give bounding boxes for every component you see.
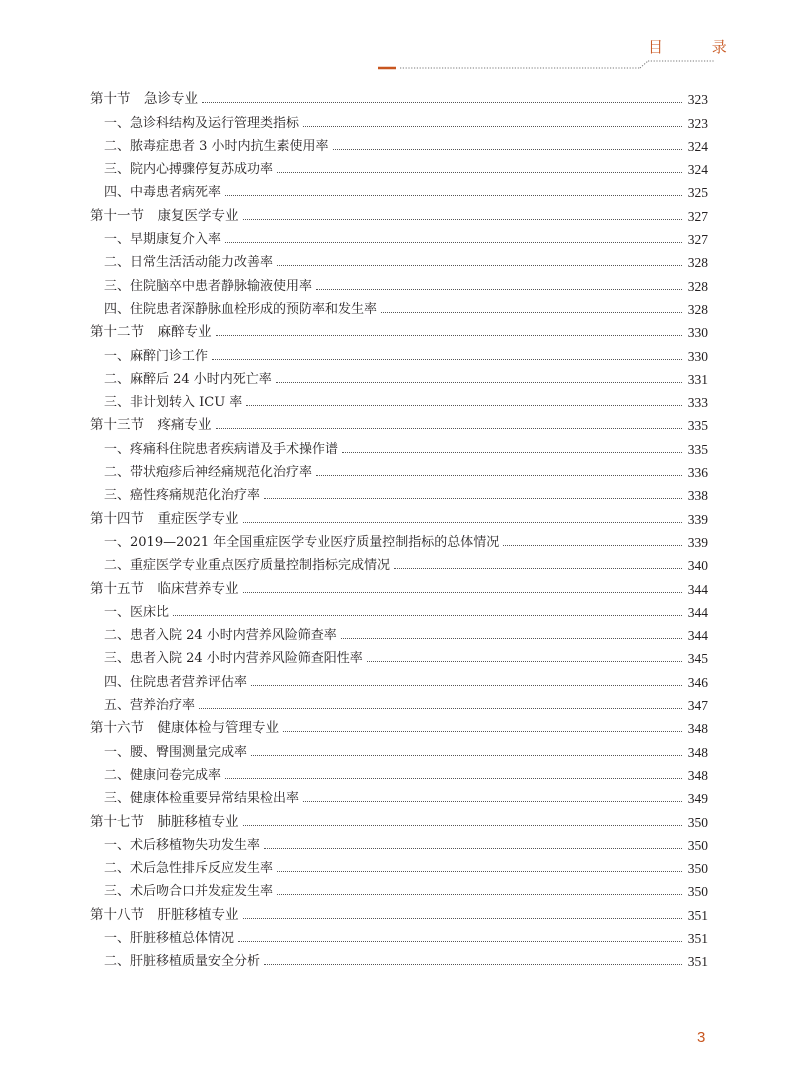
- toc-dot-leader: [216, 427, 682, 429]
- toc-entry-label: 四、中毒患者病死率: [104, 185, 222, 201]
- toc-page-number: 323: [687, 92, 708, 108]
- toc-item-row[interactable]: [90, 550, 708, 573]
- toc-section-row[interactable]: [90, 713, 708, 736]
- toc-entry-label: 第十六节 健康体检与管理专业: [90, 720, 279, 737]
- toc-item-row[interactable]: [90, 480, 708, 503]
- toc-section-row[interactable]: [90, 806, 708, 829]
- toc-entry-label: 第十一节 康复医学专业: [90, 207, 239, 224]
- header-rule: [378, 60, 714, 72]
- toc-dot-leader: [277, 264, 682, 266]
- toc-dot-leader: [173, 614, 682, 616]
- toc-page-number: 340: [687, 558, 708, 574]
- toc-dot-leader: [303, 800, 682, 802]
- toc-section-row[interactable]: [90, 503, 708, 526]
- toc-dot-leader: [225, 241, 682, 243]
- toc-page-number: 349: [687, 791, 708, 807]
- toc-page-number: 336: [687, 465, 708, 481]
- toc-page-number: 335: [687, 418, 708, 434]
- toc-page-number: 348: [687, 767, 708, 783]
- page-number: 3: [697, 1029, 706, 1046]
- toc-dot-leader: [212, 358, 682, 360]
- toc-item-row[interactable]: [90, 364, 708, 387]
- toc-dot-leader: [283, 730, 682, 732]
- toc-dot-leader: [277, 870, 682, 872]
- toc-entry-label: 二、健康问卷完成率: [104, 767, 222, 783]
- toc-entry-label: 一、腰、臀围测量完成率: [104, 744, 248, 760]
- toc-entry-label: 二、肝脏移植质量安全分析: [104, 954, 261, 970]
- toc-entry-label: 三、住院脑卒中患者静脉输液使用率: [104, 278, 313, 294]
- toc-dot-leader: [333, 148, 682, 150]
- toc-page-number: 351: [687, 907, 708, 923]
- toc-item-row[interactable]: [90, 107, 708, 130]
- toc-entry-label: 第十三节 疼痛专业: [90, 417, 212, 434]
- toc-page-number: 330: [687, 348, 708, 364]
- toc-dot-leader: [199, 707, 682, 709]
- toc-entry-label: 二、术后急性排斥反应发生率: [104, 861, 274, 877]
- toc-item-row[interactable]: [90, 177, 708, 200]
- toc-dot-leader: [243, 824, 682, 826]
- toc-entry-label: 二、重症医学专业重点医疗质量控制指标完成情况: [104, 558, 391, 574]
- toc-dot-leader: [225, 194, 682, 196]
- toc-page-number: 327: [687, 208, 708, 224]
- toc-item-row[interactable]: [90, 830, 708, 853]
- toc-entry-label: 三、癌性疼痛规范化治疗率: [104, 488, 261, 504]
- toc-dot-leader: [251, 754, 682, 756]
- toc-page-number: 327: [687, 232, 708, 248]
- toc-dot-leader: [216, 334, 682, 336]
- toc-item-row[interactable]: [90, 247, 708, 270]
- toc-page-number: 350: [687, 884, 708, 900]
- toc-item-row[interactable]: [90, 690, 708, 713]
- toc-item-row[interactable]: [90, 923, 708, 946]
- toc-item-row[interactable]: [90, 853, 708, 876]
- toc-item-row[interactable]: [90, 643, 708, 666]
- toc-entry-label: 第十五节 临床营养专业: [90, 580, 239, 597]
- toc-page-number: 344: [687, 581, 708, 597]
- toc-dot-leader: [277, 893, 682, 895]
- toc-dot-leader: [316, 288, 682, 290]
- toc-dot-leader: [264, 847, 682, 849]
- toc-section-row[interactable]: [90, 200, 708, 223]
- toc-entry-label: 二、患者入院 24 小时内营养风险筛查率: [104, 628, 337, 644]
- toc-dot-leader: [246, 404, 681, 406]
- toc-entry-label: 二、麻醉后 24 小时内死亡率: [104, 371, 272, 387]
- toc-page-number: 328: [687, 301, 708, 317]
- toc-page-number: 350: [687, 814, 708, 830]
- toc-item-row[interactable]: [90, 340, 708, 363]
- toc-entry-label: 三、非计划转入 ICU 率: [104, 395, 243, 411]
- toc-page-number: 348: [687, 744, 708, 760]
- table-of-contents: [90, 84, 708, 969]
- toc-item-row[interactable]: [90, 760, 708, 783]
- toc-page-number: 339: [687, 511, 708, 527]
- toc-item-row[interactable]: [90, 620, 708, 643]
- toc-entry-label: 一、肝脏移植总体情况: [104, 930, 235, 946]
- header-dotted-slope: [640, 61, 648, 68]
- toc-entry-label: 四、住院患者营养评估率: [104, 674, 248, 690]
- toc-dot-leader: [238, 940, 682, 942]
- toc-item-row[interactable]: [90, 224, 708, 247]
- toc-page-number: 330: [687, 325, 708, 341]
- toc-dot-leader: [264, 497, 682, 499]
- toc-entry-label: 三、健康体检重要异常结果检出率: [104, 791, 300, 807]
- toc-dot-leader: [243, 591, 682, 593]
- toc-section-row[interactable]: [90, 317, 708, 340]
- toc-entry-label: 三、患者入院 24 小时内营养风险筛查阳性率: [104, 651, 363, 667]
- toc-item-row[interactable]: [90, 154, 708, 177]
- toc-dot-leader: [264, 963, 682, 965]
- toc-entry-label: 二、带状疱疹后神经痛规范化治疗率: [104, 465, 313, 481]
- toc-entry-label: 三、院内心搏骤停复苏成功率: [104, 162, 274, 178]
- toc-page-number: 328: [687, 278, 708, 294]
- toc-dot-leader: [341, 637, 682, 639]
- toc-entry-label: 四、住院患者深静脉血栓形成的预防率和发生率: [104, 301, 378, 317]
- toc-page-number: 344: [687, 628, 708, 644]
- toc-item-row[interactable]: [90, 783, 708, 806]
- toc-page-number: 346: [687, 674, 708, 690]
- toc-page-number: 339: [687, 534, 708, 550]
- toc-item-row[interactable]: [90, 270, 708, 293]
- toc-dot-leader: [243, 917, 682, 919]
- toc-page-number: 350: [687, 861, 708, 877]
- toc-dot-leader: [243, 521, 682, 523]
- toc-entry-label: 二、日常生活活动能力改善率: [104, 255, 274, 271]
- toc-item-row[interactable]: [90, 527, 708, 550]
- page-header-title: 目 录: [648, 38, 749, 56]
- toc-page-number: 328: [687, 255, 708, 271]
- toc-section-row[interactable]: [90, 84, 708, 107]
- toc-entry-label: 一、麻醉门诊工作: [104, 348, 209, 364]
- toc-page-number: 325: [687, 185, 708, 201]
- toc-page-number: 331: [687, 371, 708, 387]
- toc-item-row[interactable]: [90, 387, 708, 410]
- toc-entry-label: 第十四节 重症医学专业: [90, 510, 239, 527]
- toc-dot-leader: [243, 218, 682, 220]
- toc-dot-leader: [367, 660, 682, 662]
- toc-item-row[interactable]: [90, 876, 708, 899]
- toc-page-number: 348: [687, 721, 708, 737]
- toc-section-row[interactable]: [90, 899, 708, 922]
- toc-dot-leader: [277, 171, 682, 173]
- toc-entry-label: 三、术后吻合口并发症发生率: [104, 884, 274, 900]
- toc-item-row[interactable]: [90, 946, 708, 969]
- toc-page-number: 345: [687, 651, 708, 667]
- toc-item-row[interactable]: [90, 736, 708, 759]
- toc-page-number: 335: [687, 441, 708, 457]
- toc-item-row[interactable]: [90, 457, 708, 480]
- toc-page-number: 324: [687, 162, 708, 178]
- toc-entry-label: 一、早期康复介入率: [104, 232, 222, 248]
- toc-dot-leader: [303, 125, 682, 127]
- toc-entry-label: 第十二节 麻醉专业: [90, 324, 212, 341]
- toc-dot-leader: [276, 381, 682, 383]
- toc-dot-leader: [225, 777, 682, 779]
- toc-item-row[interactable]: [90, 294, 708, 317]
- toc-dot-leader: [503, 544, 681, 546]
- toc-item-row[interactable]: [90, 131, 708, 154]
- toc-dot-leader: [381, 311, 682, 313]
- toc-dot-leader: [394, 567, 682, 569]
- toc-section-row[interactable]: [90, 410, 708, 433]
- toc-page-number: 333: [687, 395, 708, 411]
- toc-entry-label: 第十七节 肺脏移植专业: [90, 813, 239, 830]
- toc-page-number: 324: [687, 138, 708, 154]
- toc-page-number: 338: [687, 488, 708, 504]
- toc-dot-leader: [251, 684, 682, 686]
- toc-entry-label: 第十八节 肝脏移植专业: [90, 906, 239, 923]
- toc-item-row[interactable]: [90, 433, 708, 456]
- toc-entry-label: 一、医床比: [104, 604, 170, 620]
- toc-page-number: 344: [687, 604, 708, 620]
- toc-dot-leader: [316, 474, 682, 476]
- toc-item-row[interactable]: [90, 666, 708, 689]
- toc-dot-leader: [202, 101, 682, 103]
- toc-page-number: 351: [687, 930, 708, 946]
- toc-entry-label: 一、2019—2021 年全国重症医学专业医疗质量控制指标的总体情况: [104, 534, 500, 550]
- toc-entry-label: 一、疼痛科住院患者疾病谱及手术操作谱: [104, 441, 339, 457]
- toc-page-number: 350: [687, 837, 708, 853]
- toc-item-row[interactable]: [90, 597, 708, 620]
- toc-entry-label: 五、营养治疗率: [104, 698, 196, 714]
- toc-page-number: 347: [687, 698, 708, 714]
- toc-entry-label: 二、脓毒症患者 3 小时内抗生素使用率: [104, 138, 329, 154]
- toc-page-number: 351: [687, 954, 708, 970]
- toc-dot-leader: [342, 451, 682, 453]
- toc-entry-label: 一、急诊科结构及运行管理类指标: [104, 115, 300, 131]
- toc-entry-label: 一、术后移植物失功发生率: [104, 837, 261, 853]
- toc-section-row[interactable]: [90, 573, 708, 596]
- toc-page-number: 323: [687, 115, 708, 131]
- toc-entry-label: 第十节 急诊专业: [90, 91, 198, 108]
